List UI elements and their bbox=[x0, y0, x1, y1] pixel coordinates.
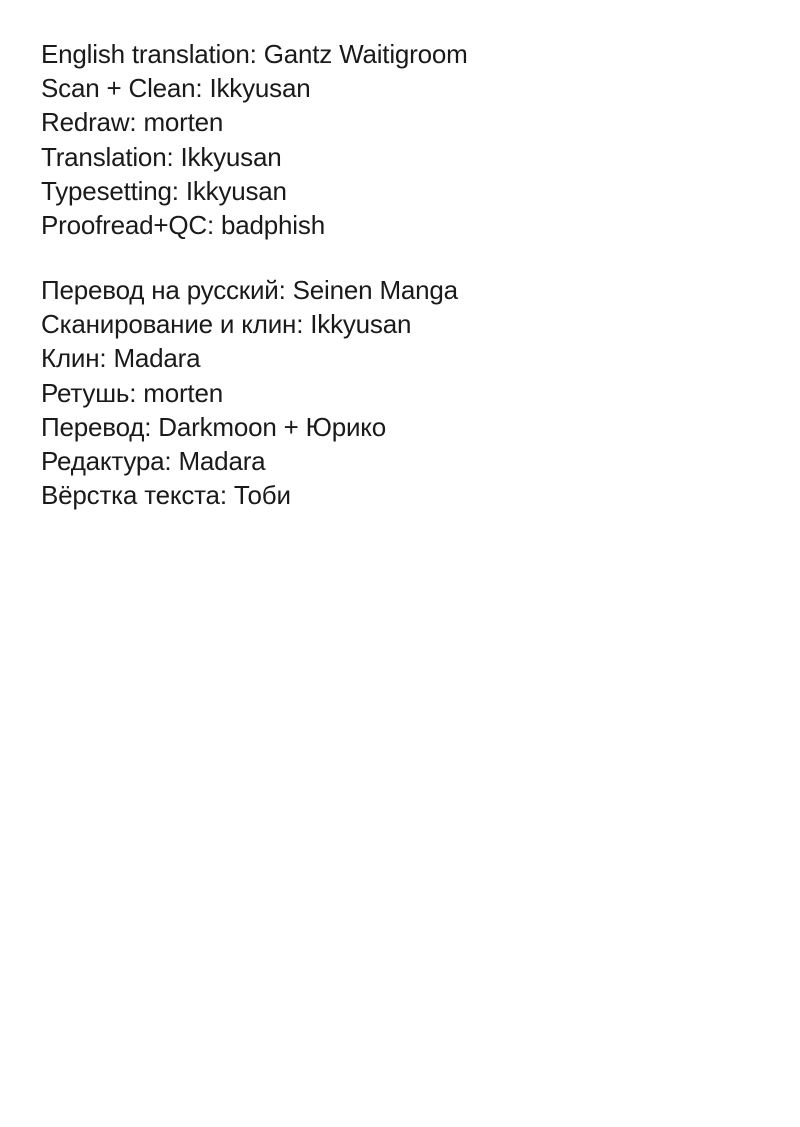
translation-credit: Translation: Ikkyusan bbox=[41, 141, 282, 172]
typesetting-ru-credit: Вёрстка текста: Тоби bbox=[41, 480, 291, 511]
scanning-clean-credit: Сканирование и клин: Ikkyusan bbox=[41, 309, 412, 340]
retouch-credit: Ретушь: morten bbox=[41, 377, 223, 408]
russian-translation-credit: Перевод на русский: Seinen Manga bbox=[41, 275, 458, 305]
russian-credits-block bbox=[41, 273, 781, 512]
typesetting-credit: Typesetting: Ikkyusan bbox=[41, 175, 287, 206]
english-translation-credit: English translation: Gantz Waitigroom bbox=[41, 39, 468, 69]
english-credits-block bbox=[41, 37, 781, 242]
redraw-credit: Redraw: morten bbox=[41, 107, 224, 138]
clean-credit: Клин: Madara bbox=[41, 343, 201, 374]
editor-credit: Редактура: Madara bbox=[41, 445, 266, 476]
translator-credit: Перевод: Darkmoon + Юрико bbox=[41, 411, 387, 442]
proofread-qc-credit: Proofread+QC: badphish bbox=[41, 209, 325, 240]
scan-clean-credit: Scan + Clean: Ikkyusan bbox=[41, 73, 311, 104]
